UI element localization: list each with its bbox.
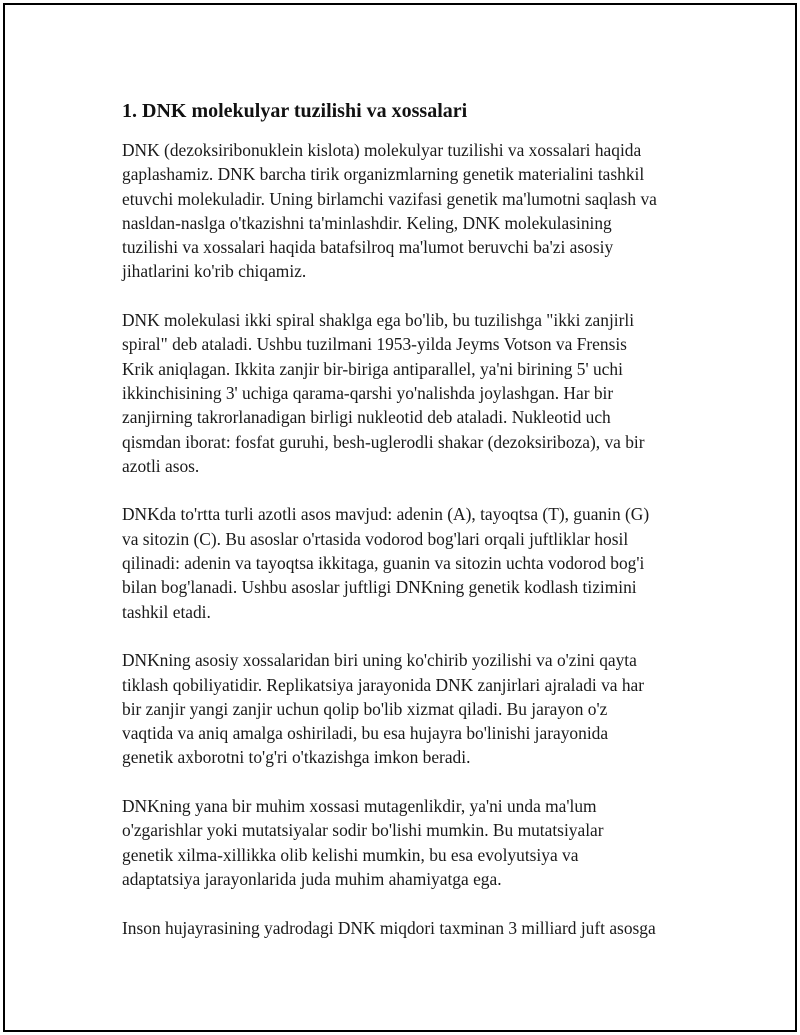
text-line: va sitozin (C). Bu asoslar o'rtasida vodorod bog'lari orqali juftliklar hosil	[122, 528, 629, 549]
text-line: genetik xilma-xillikka olib kelishi mumkin, bu esa evolyutsiya va	[122, 844, 579, 865]
text-line: bilan bog'lanadi. Ushbu asoslar juftligi DNKning genetik kodlash tizimini	[122, 577, 637, 598]
document-body	[122, 98, 702, 964]
text-line: bir zanjir yangi zanjir uchun qolip bo'lib xizmat qiladi. Bu jarayon o'z	[122, 698, 608, 719]
text-line: DNKning asosiy xossalaridan biri uning ko'chirib yozilishi va o'zini qayta	[122, 650, 637, 671]
paragraph	[122, 916, 702, 940]
text-line: jihatlarini ko'rib chiqamiz.	[122, 261, 307, 282]
paragraph	[122, 794, 702, 891]
text-line: spiral" deb ataladi. Ushbu tuzilmani 1953-yilda Jeyms Votson va Frensis	[122, 334, 627, 355]
paragraph-list	[122, 138, 702, 940]
text-line: gaplashamiz. DNK barcha tirik organizmlarning genetik materialini tashkil	[122, 164, 645, 185]
text-line: DNK molekulasi ikki spiral shaklga ega bo'lib, bu tuzilishga "ikki zanjirli	[122, 310, 635, 331]
paragraph	[122, 502, 702, 623]
text-line: vaqtida va aniq amalga oshiriladi, bu esa hujayra bo'linishi jarayonida	[122, 723, 609, 744]
text-line: o'zgarishlar yoki mutatsiyalar sodir bo'lishi mumkin. Bu mutatsiyalar	[122, 820, 604, 841]
text-line: adaptatsiya jarayonlarida juda muhim ahamiyatga ega.	[122, 868, 502, 889]
text-line: nasldan-naslga o'tkazishni ta'minlashdir. Keling, DNK molekulasining	[122, 212, 612, 233]
text-line: azotli asos.	[122, 455, 200, 476]
text-line: tuzilishi va xossalari haqida batafsilroq ma'lumot beruvchi ba'zi asosiy	[122, 237, 614, 258]
text-line: DNKning yana bir muhim xossasi mutagenlikdir, ya'ni unda ma'lum	[122, 796, 597, 817]
text-line: Inson hujayrasining yadrodagi DNK miqdori taxminan 3 milliard juft asosga	[122, 917, 656, 938]
text-line: genetik axborotni to'g'ri o'tkazishga imkon beradi.	[122, 747, 471, 768]
text-line: tiklash qobiliyatidir. Replikatsiya jarayonida DNK zanjirlari ajraladi va har	[122, 674, 645, 695]
page-frame	[3, 3, 797, 1032]
text-line: DNKda to'rtta turli azotli asos mavjud: adenin (A), tayoqtsa (T), guanin (G)	[122, 504, 650, 525]
paragraph	[122, 648, 702, 769]
text-line: qilinadi: adenin va tayoqtsa ikkitaga, guanin va sitozin uchta vodorod bog'i	[122, 553, 645, 574]
section-heading: 1. DNK molekulyar tuzilishi va xossalari	[122, 100, 468, 122]
text-line: Krik aniqlagan. Ikkita zanjir bir-biriga antiparallel, ya'ni birining 5' uchi	[122, 358, 623, 379]
text-line: qismdan iborat: fosfat guruhi, besh-uglerodli shakar (dezoksiriboza), va bir	[122, 431, 645, 452]
paragraph	[122, 138, 702, 284]
text-line: DNK (dezoksiribonuklein kislota) molekulyar tuzilishi va xossalari haqida	[122, 140, 642, 160]
text-line: tashkil etadi.	[122, 601, 211, 622]
text-line: etuvchi molekuladir. Uning birlamchi vazifasi genetik ma'lumotni saqlash va	[122, 188, 657, 209]
text-line: zanjirning takrorlanadigan birligi nukleotid deb ataladi. Nukleotid uch	[122, 407, 611, 428]
paragraph	[122, 308, 702, 478]
text-line: ikkinchisining 3' uchiga qarama-qarshi yo'nalishda joylashgan. Har bir	[122, 382, 614, 403]
